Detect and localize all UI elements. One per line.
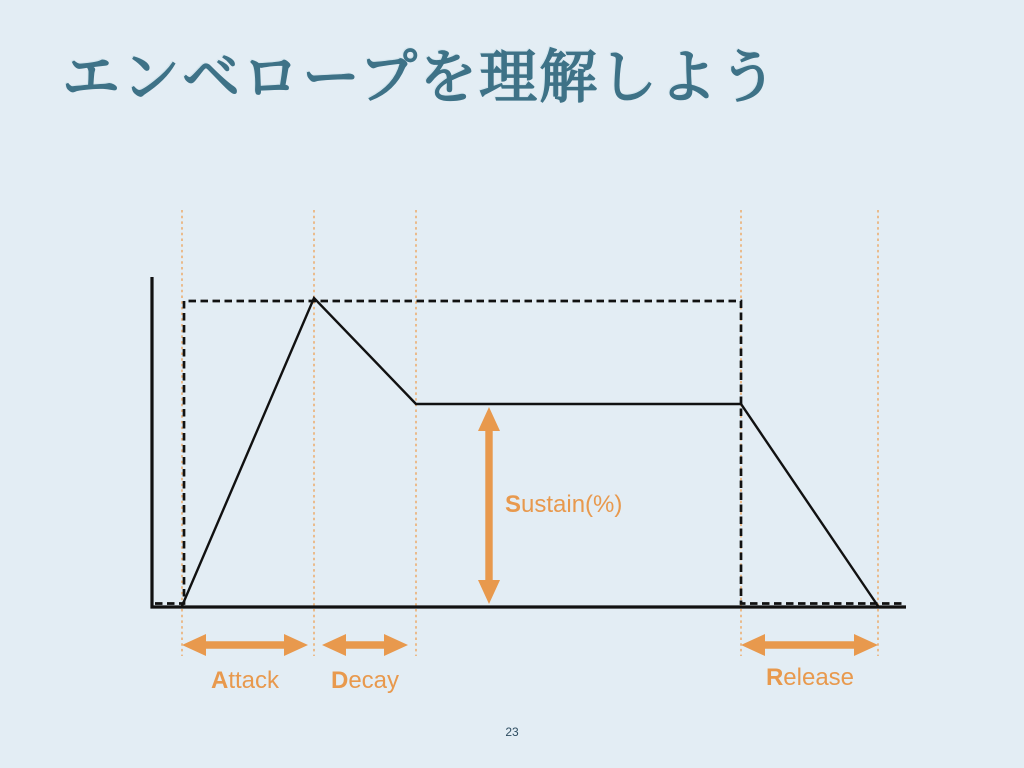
decay-label [331,669,399,693]
release-label [766,666,854,690]
sustain-label-initial: S [505,491,522,518]
decay-label-initial: D [330,667,349,694]
attack-label-rest: ttack [228,667,280,694]
page-number: 23 [505,725,519,739]
attack-label-initial: A [210,667,229,694]
decay-duration-arrow [322,634,408,656]
sustain-label [505,493,622,517]
release-duration-arrow [741,634,878,656]
release-label-initial: R [765,664,784,691]
sustain-label-rest: ustain(%) [521,491,623,518]
envelope-curve [182,298,878,606]
attack-duration-arrow [182,634,308,656]
decay-label-rest: ecay [348,667,400,694]
gate-dashed-outline [155,301,906,604]
attack-label [211,669,279,693]
release-label-rest: elease [783,664,855,691]
slide-title: エンベロープを理解しよう [62,45,780,110]
sustain-level-arrow [478,407,500,604]
axis-lines [152,277,906,607]
